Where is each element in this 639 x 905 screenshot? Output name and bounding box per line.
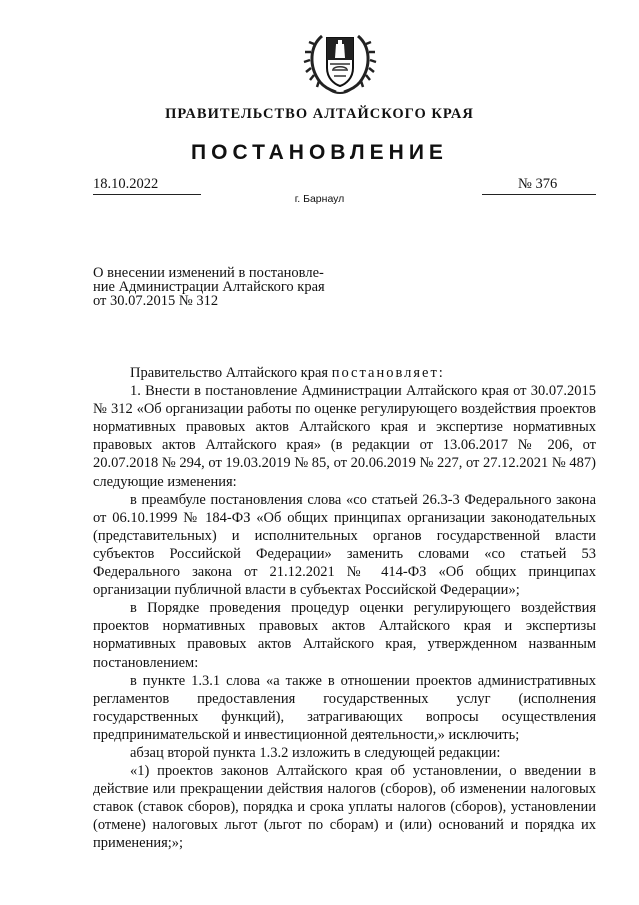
subject-line: О внесении изменений в постановле- (93, 265, 324, 281)
body-paragraph: 1. Внести в постановление Администрации Алтайского края от 30.07.2015 № 312 «Об организации работы по оценке регулирующего воздействия проектов нормативных правовых актов Алтайского края и экспертизе нормативных правовых актов Алтайского края» (в редакции от 13.06.2017 № 206, от 20.07.2018 № 294, от 19.03.2019 № 85, от 20.06.2019 № 227, от 27.12.2021 № 487) следующие изменения: (93, 383, 596, 490)
organization-title: ПРАВИТЕЛЬСТВО АЛТАЙСКОГО КРАЯ (165, 106, 474, 122)
coat-of-arms-icon (300, 24, 380, 96)
document-type-title: ПОСТАНОВЛЕНИЕ (191, 141, 448, 164)
document-subject (93, 266, 353, 308)
body-paragraph: в Порядке проведения процедур оценки регулирующего воздействия проектов нормативных правовых актов Алтайского края и экспертизы нормативных правовых актов Алтайского края, утвержденном названным постановлением: (93, 600, 596, 671)
document-number: № 376 (518, 176, 558, 192)
intro-colon: : (438, 365, 443, 381)
intro-text: Правительство Алтайского края (130, 365, 332, 381)
body-paragraph: абзац второй пункта 1.3.2 изложить в следующей редакции: (130, 744, 501, 761)
issue-city: г. Барнаул (294, 193, 345, 205)
body-paragraph: в преамбуле постановления слова «со статьей 26.3-3 Федерального закона от 06.10.1999 № 184-ФЗ «Об общих принципах организации законодательных (представительных) и исполнительных органов государственной власти субъектов Российской Федерации» заменить словами «со статьей 53 Федерального закона от 21.12.2021 № 414-ФЗ «Об общих принципах организации публичной власти в субъектах Российской Федерации»; (93, 491, 596, 599)
resolution-intro (93, 364, 596, 382)
document-date: 18.10.2022 (93, 176, 201, 195)
body-paragraph: в пункте 1.3.1 слова «а также в отношении проектов административных регламентов предоставления государственных услуг (исполнения государственных функций), затрагивающих вопросы осуществления предпринимательской и инвестиционной деятельности,» исключить; (93, 672, 596, 743)
subject-line: от 30.07.2015 № 312 (93, 293, 219, 309)
body-paragraph: «1) проектов законов Алтайского края об установлении, о введении в действие или прекращении действия налогов (сборов), об изменении налоговых ставок (ставок сборов), порядка и срока уплаты налогов (сборов), установлении (отмене) налоговых льгот (льгот по сборам) и (или) оснований и порядка их применения;»; (93, 763, 596, 852)
document-body (93, 364, 596, 853)
subject-line: ние Администрации Алтайского края (93, 279, 325, 295)
intro-spaced-word: постановляет (331, 365, 439, 381)
